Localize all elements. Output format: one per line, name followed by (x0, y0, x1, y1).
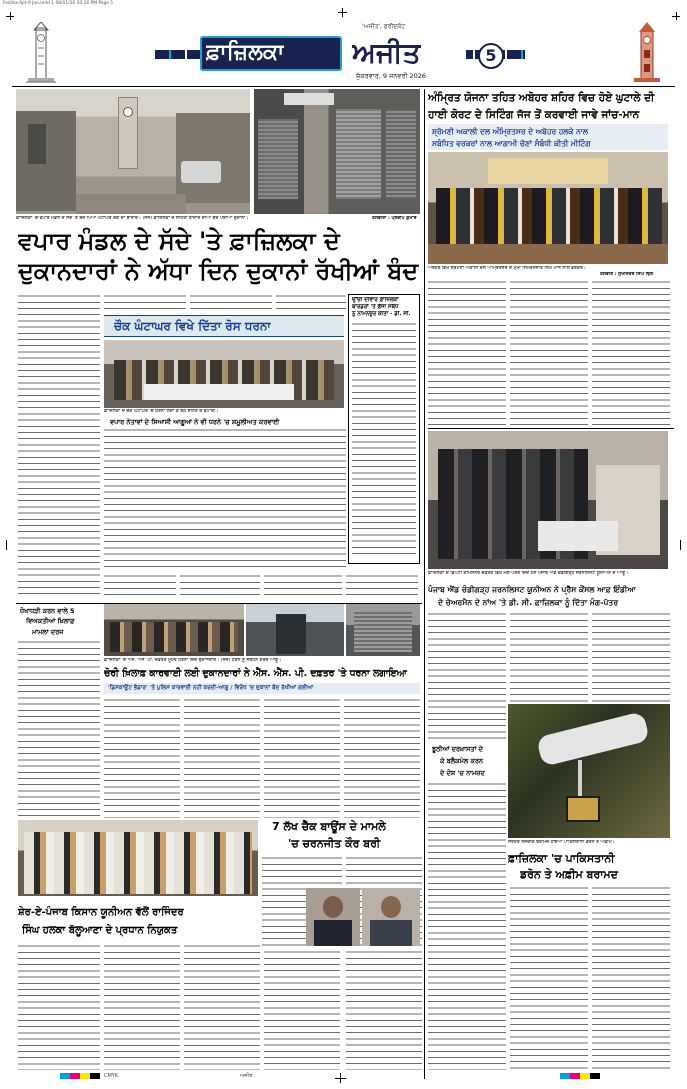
kisan-photo (18, 820, 258, 896)
office-photo (428, 431, 668, 569)
kisan-col-3 (184, 944, 260, 1070)
protest-subhead: 'ਡਿਸਕਾਊਂਟ ਭੰਡਾਰ' 'ਤੇ ਪੁਲਿਸ ਕਾਰਵਾਈ ਨਹੀਂ ਕਰਦੀ-ਆਗੂ / ਵਿਰੋਧ 'ਚ ਦੁਕਾਨਾਂ ਬੰਦ ਰੱਖੀਆਂ ਗਈਆਂ (108, 685, 314, 691)
section-rule (428, 428, 674, 429)
fraud-title-1: ਧੋਖਾਧੜੀ ਕਰਨ ਵਾਲੇ 5 (20, 607, 75, 615)
cheque-headline-2: 'ਚ ਚਰਨਜੀਤ ਕੌਰ ਬਰੀ (288, 837, 381, 850)
office-photo-caption: ਫ਼ਾਜ਼ਿਲਕਾ ਦੇ ਡਿਪਟੀ ਕਮਿਸ਼ਨਰ ਦਫ਼ਤਰ ਵਿਖੇ ਮੰਗ-ਪੱਤਰ ਦਿੰਦੇ ਹੋਏ ਪੰਜਾਬ ਐਂਡ ਚੰਡੀਗੜ੍ਹ ਜਰਨਲਿਸਟ ਯੂਨੀਅਨ ਦੇ ਆਗੂ। (428, 571, 629, 576)
fake-title-3: ਦੇ ਦੋਸ਼ 'ਚ ਨਾਮਜ਼ਦ (440, 769, 485, 777)
drone-photo (508, 704, 670, 838)
drone-col-1 (510, 886, 588, 1070)
lead-column-4 (276, 294, 346, 312)
masthead-rule (12, 86, 675, 87)
lead-lower-col-3 (264, 574, 342, 600)
right-top-subhead-1: ਸ਼੍ਰੋਮਣੀ ਅਕਾਲੀ ਦਲ ਅੰਮ੍ਰਿਤਸਰ ਦੇ ਅਬੋਹਰ ਹਲਕੇ ਨਾਲ (432, 127, 589, 136)
protest-col-3 (264, 698, 340, 818)
meeting-photo (428, 152, 668, 264)
crop-mark (338, 12, 347, 13)
kisan-headline-2: ਸਿੰਘ ਹਲਕਾ ਬੱਲੂਆਣਾ ਦੇ ਪ੍ਰਧਾਨ ਨਿਯੁਕਤ (22, 925, 178, 936)
lead-subhead: ਚੌਕ ਘੰਟਾਘਰ ਵਿਖੇ ਦਿੱਤਾ ਰੋਸ ਧਰਨਾ (114, 319, 271, 333)
drone-headline-2: ਡਰੋਨ ਤੇ ਅਫ਼ੀਮ ਬਰਾਮਦ (520, 868, 618, 881)
lead-quote-body (104, 428, 346, 570)
lead-lower-col-1 (104, 574, 176, 600)
lead-lower-col-2 (180, 574, 260, 600)
portrait-photo-2 (362, 888, 420, 946)
sidebar-body (352, 322, 416, 558)
crop-mark (6, 16, 14, 17)
fraud-body (18, 640, 100, 816)
fraud-title-3: ਮਾਮਲਾ ਦਰਜ (32, 628, 64, 636)
clock-tower-sketch (22, 22, 60, 84)
crop-mark (680, 540, 681, 550)
cheque-col-4 (346, 950, 422, 1070)
protest-photo-right (346, 604, 420, 656)
crop-mark (335, 1078, 346, 1079)
lead-column-1 (18, 294, 100, 594)
protest-col-4 (344, 698, 420, 818)
sidebar-title: ਉੱਚੀ ਦੀਵਾਰ ਫ਼ਾਜ਼ਿਲਕਾ (352, 297, 399, 303)
masthead-date: ਸ਼ੁੱਕਰਵਾਰ, 9 ਜਨਵਰੀ 2026 (356, 72, 427, 80)
lead-headline-1: ਵਪਾਰ ਮੰਡਲ ਦੇ ਸੱਦੇ 'ਤੇ ਫ਼ਾਜ਼ਿਲਕਾ ਦੇ (18, 227, 340, 255)
lead-column-2 (104, 294, 186, 312)
masthead-section: ਫ਼ਾਜ਼ਿਲਕਾ (206, 40, 285, 65)
cheque-col-3 (264, 950, 340, 1070)
footer-left-mark: CMYK (104, 1073, 119, 1079)
lead-photo (104, 340, 344, 408)
protest-caption: ਫ਼ਾਜ਼ਿਲਕਾ 'ਚ ਐੱਸ. ਐੱਸ. ਪੀ. ਦਫ਼ਤਰ ਮੂਹਰੇ ਧਰਨਾ ਦਿੰਦੇ ਦੁਕਾਨਦਾਰ। (ਸੱਜੇ) ਧਰਨੇ ਨੂੰ ਸੰਬੋਧਨ ਕਰਦੇ ਆਗੂ। (104, 658, 282, 663)
fake-title-2: ਕੇ ਬਲੈਕਮੇਲ ਕਰਨ (440, 757, 484, 765)
masthead-tagline: 'ਅਜੀਤ', ਫ਼ਰੀਦਕੋਟ (362, 23, 406, 30)
footer-color-bar (560, 1073, 600, 1079)
protest-photo-middle (246, 604, 344, 656)
drone-headline-1: ਫ਼ਾਜ਼ਿਲਕਾ 'ਚ ਪਾਕਿਸਤਾਨੀ (508, 852, 615, 865)
union-headline-1: ਪੰਜਾਬ ਐਂਡ ਚੰਡੀਗੜ੍ਹ ਜਰਨਲਿਸਟ ਯੂਨੀਅਨ ਨੇ ਪ੍ਰੈੱਸ ਕੌਂਸਲ ਆਫ਼ ਇੰਡੀਆ (428, 585, 636, 594)
right-top-headline-2: ਹਾਈ ਕੋਰਟ ਦੇ ਸਿਟਿੰਗ ਜੱਜ ਤੋਂ ਕਰਵਾਈ ਜਾਵੇ ਜਾਂਚ-ਮਾਨ (428, 109, 640, 121)
kisan-col-2 (104, 944, 180, 1070)
footer-right-mark: ਅਜੀਤ (240, 1073, 253, 1079)
cheque-headline-1: 7 ਲੱਖ ਚੈੱਕ ਬਾਊਂਸ ਦੇ ਮਾਮਲੇ (272, 820, 386, 833)
column-rule (424, 89, 425, 1079)
portrait-photo-1 (306, 888, 360, 946)
top-photo-caption: ਫ਼ਾਜ਼ਿਲਕਾ 'ਚ ਵਪਾਰ ਮੰਡਲ ਦੇ ਸੱਦੇ 'ਤੇ ਬੰਦ ਪਿਆ ਘੰਟਾਘਰ ਚੌਂਕ ਦਾ ਬਾਜ਼ਾਰ। (ਸੱਜੇ) ਫ਼ਾਜ਼ਿਲਕਾ ਦੇ ਸ਼ਹਿਰੀ ਬਾਜ਼ਾਰ ਦੀਆਂ ਬੰਦ ਪਈਆਂ ਦੁਕਾਨਾਂ। (16, 216, 249, 221)
kisan-col-1 (18, 944, 100, 1070)
drone-col-2 (592, 886, 670, 1070)
fake-body-2 (428, 950, 506, 1070)
right-top-photo-credit: ਤਸਵੀਰ : ਸੁਖਜਿੰਦਰ ਸਿੰਘ ਢਿੱਲੋਂ (600, 272, 654, 277)
union-col-1 (428, 612, 506, 740)
street-photo-left (16, 89, 250, 214)
union-col-2 (510, 612, 588, 702)
lead-column-3 (190, 294, 272, 312)
sidebar-line-3: ਨੂੰ ਨਾਮਨਜ਼ੂਰ ਕੀਤਾ - ਡੀ. ਸੀ. (352, 311, 411, 317)
drone-photo-caption: ਸਰਹੱਦ ਨਜ਼ਦੀਕ ਬਰਾਮਦ ਹੋਇਆ ਪਾਕਿਸਤਾਨੀ ਡਰੋਨ ਤੇ ਅਫ਼ੀਮ। (508, 840, 615, 845)
union-col-3 (592, 612, 670, 702)
right-top-col-3 (592, 280, 670, 426)
fake-body (428, 782, 506, 946)
red-tower-sketch (628, 22, 666, 84)
protest-col-1 (104, 698, 180, 818)
lead-photo-caption: ਫ਼ਾਜ਼ਿਲਕਾ ਦੇ ਚੌਕ ਘੰਟਾਘਰ 'ਚ ਧਰਨਾ ਲਗਾ ਕੇ ਬੈਠੇ ਸ਼ਹਿਰ ਦੇ ਵਪਾਰੀ। (104, 409, 219, 414)
fraud-title-2: ਵਿਅਕਤੀਆਂ ਖ਼ਿਲਾਫ਼ (26, 617, 75, 625)
fake-title-1: ਝੂਠੀਆਂ ਦਰਖ਼ਾਸਤਾਂ ਦੇ (432, 745, 483, 753)
protest-col-2 (184, 698, 260, 818)
lead-headline-2: ਦੁਕਾਨਦਾਰਾਂ ਨੇ ਅੱਧਾ ਦਿਨ ਦੁਕਾਨਾਂ ਰੱਖੀਆਂ ਬੰਦ (18, 257, 419, 285)
page-number: 5 (478, 43, 504, 69)
protest-headline: ਚੋਰੀ ਖ਼ਿਲਾਫ਼ ਕਾਰਵਾਈ ਲਈ ਦੁਕਾਨਦਾਰਾਂ ਨੇ ਐੱਸ. ਐੱਸ. ਪੀ. ਦਫ਼ਤਰ 'ਤੇ ਧਰਨਾ ਲਗਾਇਆ (104, 668, 407, 679)
lead-quote: ਵਪਾਰ ਨੇਤਾਵਾਂ ਦੇ ਸਿਆਸੀ ਆਗੂਆਂ ਨੇ ਵੀ ਧਰਨੇ 'ਚ ਸ਼ਮੂਲੀਅਤ ਕਰਵਾਈ (110, 418, 280, 426)
print-slug: Fazilka-Ajit-9 Jan.indd 1 08/01/26 10:16 PM Page 1 (3, 1, 114, 6)
lead-lower-col-4 (346, 574, 418, 600)
footer-color-bar (60, 1073, 100, 1079)
protest-photo-left (104, 604, 244, 656)
street-photo-right (254, 89, 420, 214)
crop-mark (6, 540, 7, 550)
right-top-col-2 (510, 280, 588, 426)
right-top-subhead-2: ਸਬੰਧਿਤ ਵਰਕਰਾਂ ਨਾਲ ਆਗਾਮੀ ਚੋਣਾਂ ਸੰਬੰਧੀ ਕੀਤੀ ਮੀਟਿੰਗ (432, 139, 591, 148)
sidebar-line-2: ਬਾਰਡਰਾਂ 'ਤੇ ਫ਼ੌਜੀ ਸਬੰਧ (352, 304, 399, 310)
masthead-paper: ਅਜੀਤ (352, 38, 421, 68)
right-top-headline-1: ਅੰਮ੍ਰਿਤ ਯੋਜਨਾ ਤਹਿਤ ਅਬੋਹਰ ਸ਼ਹਿਰ ਵਿਚ ਹੋਏ ਘੁਟਾਲੇ ਦੀ (428, 92, 655, 104)
union-headline-2: ਦੇ ਚੇਅਰਮੈਨ ਦੇ ਨਾਂਅ 'ਤੇ ਡੀ. ਸੀ. ਫ਼ਾਜ਼ਿਲਕਾ ਨੂੰ ਦਿੱਤਾ ਮੰਗ-ਪੱਤਰ (438, 598, 619, 607)
crop-mark (672, 16, 680, 17)
right-top-col-1 (428, 280, 506, 426)
top-photo-credit: ਤਸਵੀਰਾਂ : ਪ੍ਰਦੀਪ ਕੁਮਾਰ (372, 216, 417, 221)
kisan-headline-1: ਸ਼ੇਰ-ਏ-ਪੰਜਾਬ ਕਿਸਾਨ ਯੂਨੀਅਨ ਵੱਲੋਂ ਰਾਜਿੰਦਰ (18, 907, 184, 918)
right-top-photo-caption: ਅਬੋਹਰ ਵਿਖੇ ਸ਼੍ਰੋਮਣੀ ਅਕਾਲੀ ਦਲ ਅੰਮ੍ਰਿਤਸਰ ਦੇ ਮੁਖੀ ਸਿਮਰਨਜੀਤ ਸਿੰਘ ਮਾਨ ਨਾਲ ਵਰਕਰ। (428, 266, 586, 271)
